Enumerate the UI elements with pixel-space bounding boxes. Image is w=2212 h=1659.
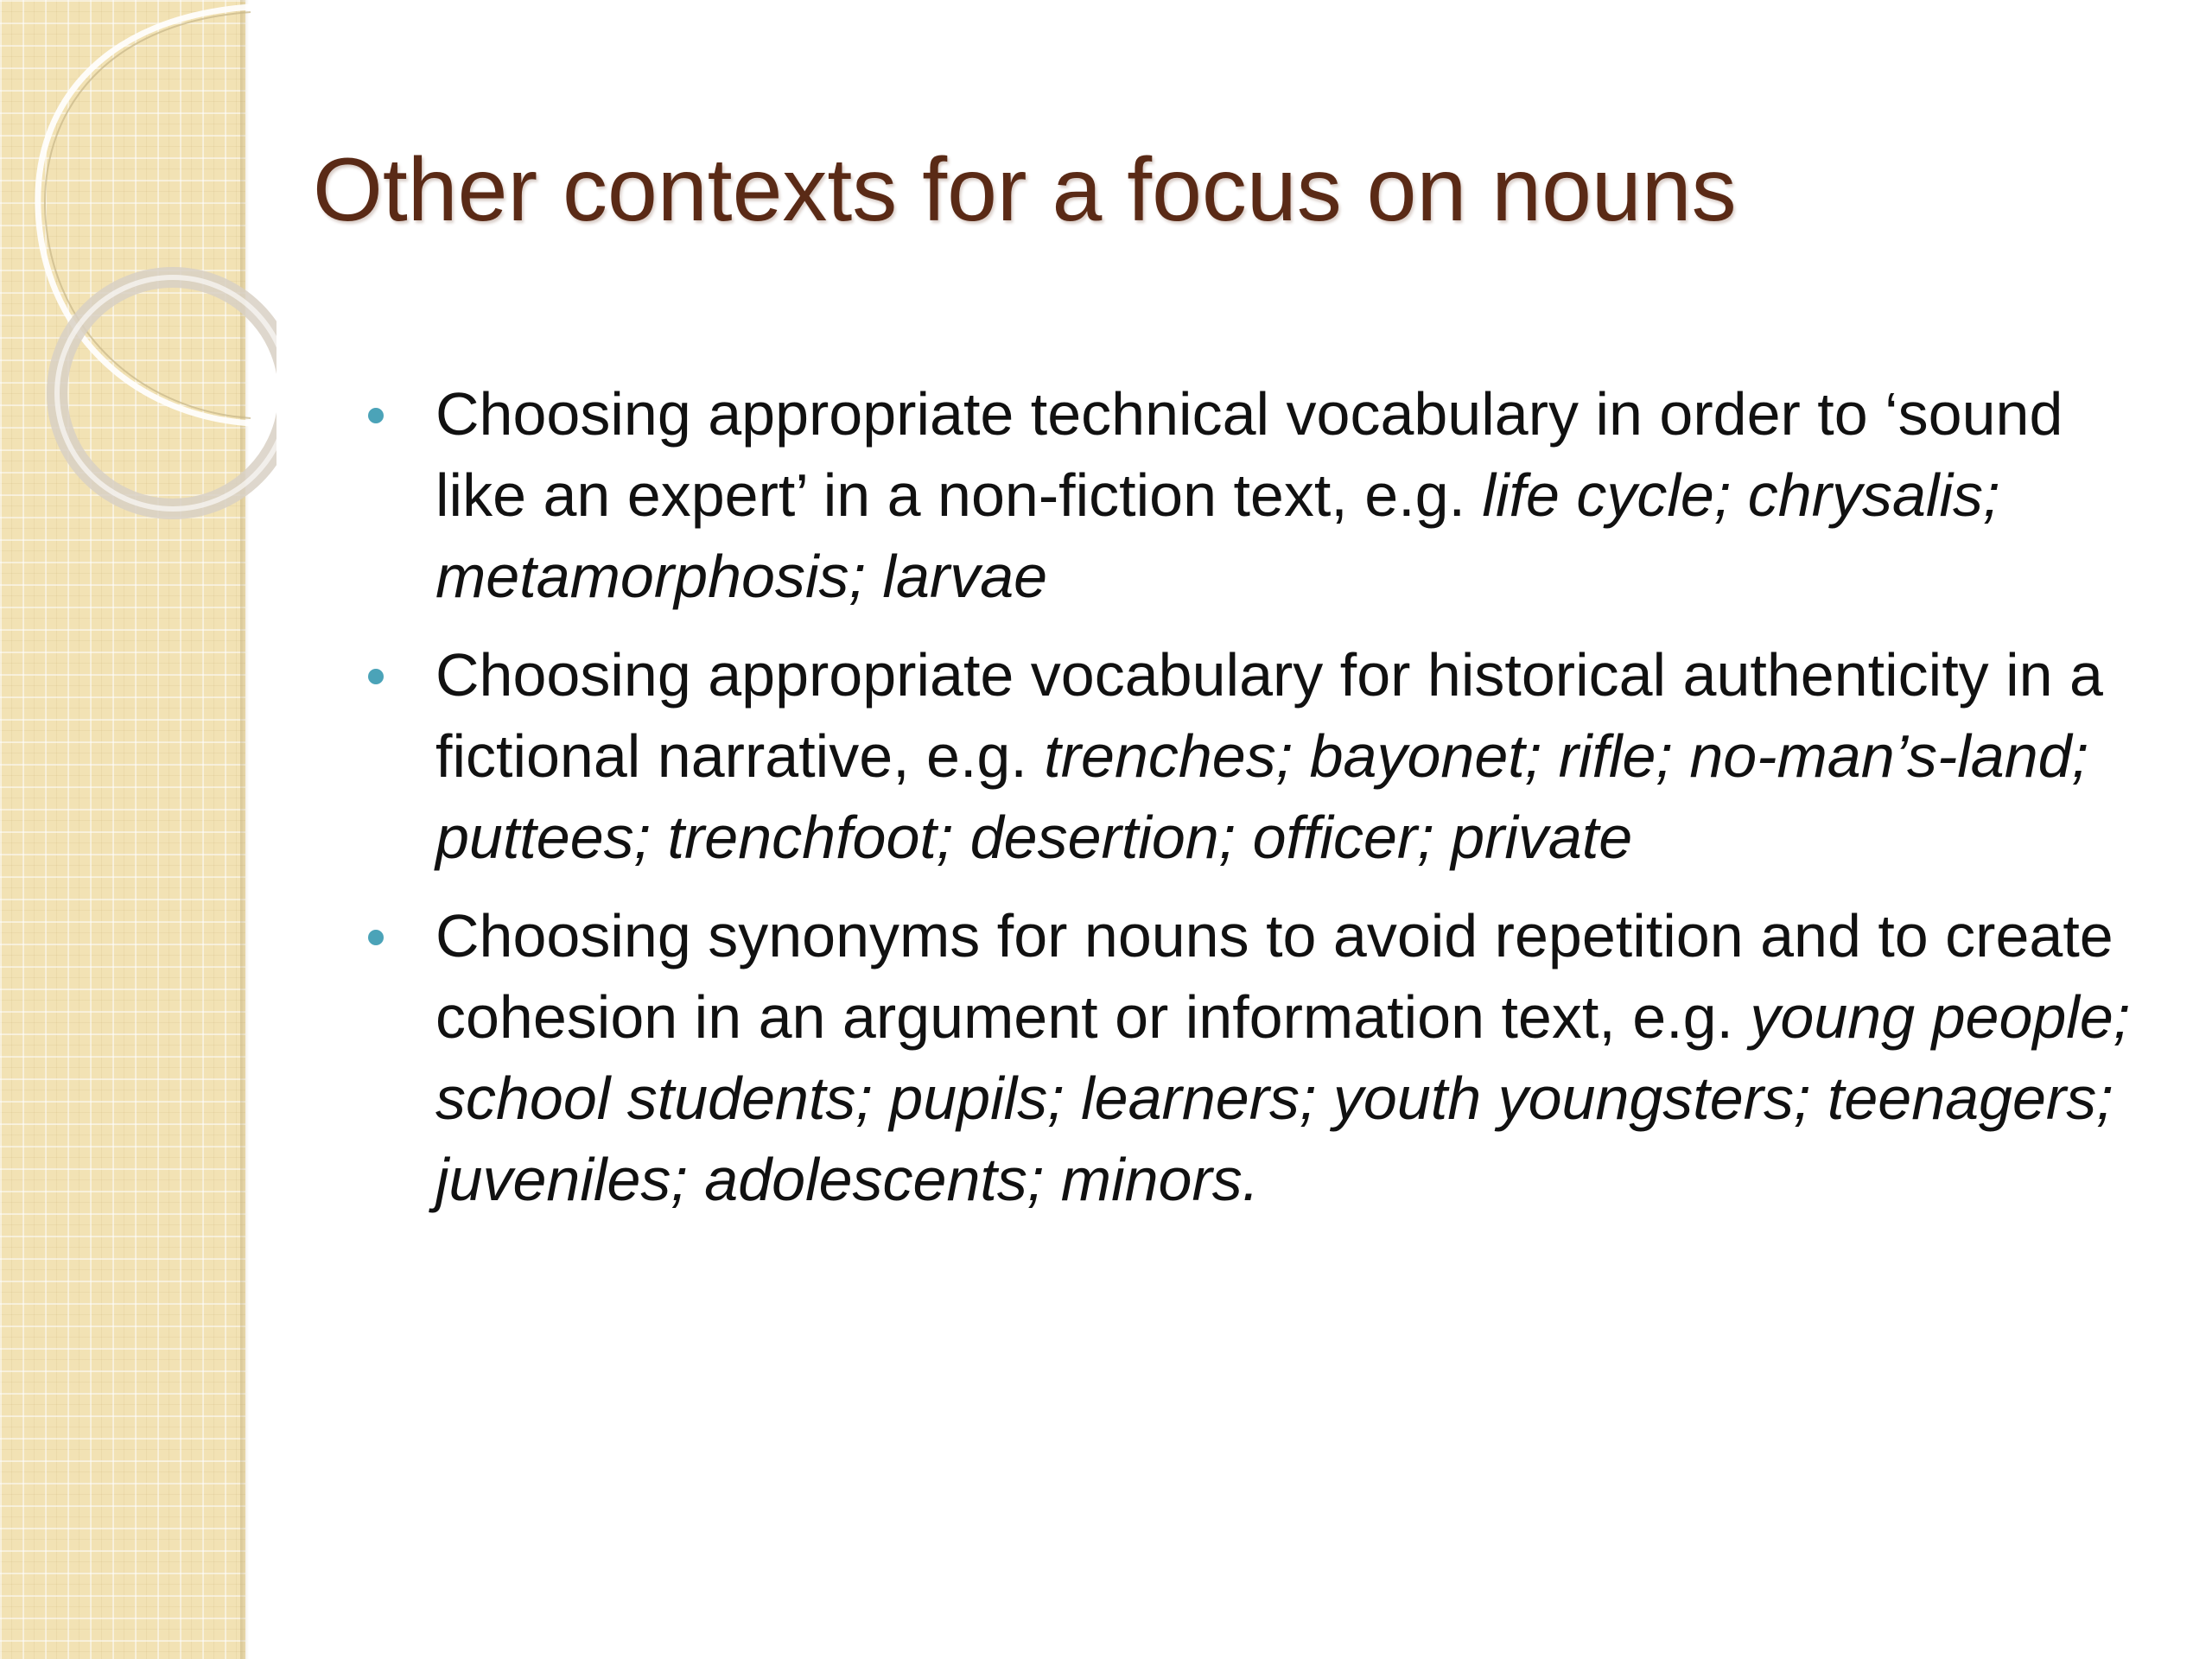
bullet-examples: life cycle; chrysalis; metamorphosis; larvae xyxy=(435,461,2000,610)
bullet-list xyxy=(363,373,2134,1237)
slide-title: Other contexts for a focus on nouns xyxy=(313,140,1737,240)
bullet-body: Choosing appropriate vocabulary for historical authenticity in a fictional narrative, e.g. xyxy=(435,641,2103,790)
bullet-text xyxy=(435,895,2134,1220)
bullet-dot-icon xyxy=(368,669,384,684)
bullet-dot-icon xyxy=(368,930,384,945)
decorative-arc-large-shadow xyxy=(45,12,251,418)
bullet-item-synonyms xyxy=(363,895,2134,1220)
decorative-rings xyxy=(0,0,276,588)
bullet-examples: young people; school students; pupils; learners; youth youngsters; teenagers; juveniles; adolescents; minors. xyxy=(435,983,2131,1213)
bullet-dot-icon xyxy=(368,408,384,423)
bullet-text xyxy=(435,634,2134,878)
bullet-text xyxy=(435,373,2134,617)
bullet-item-historical-vocabulary xyxy=(363,634,2134,878)
bullet-item-technical-vocabulary xyxy=(363,373,2134,617)
bullet-body: Choosing synonyms for nouns to avoid repetition and to create cohesion in an argument or information text, e.g. xyxy=(435,902,2113,1051)
bullet-body: Choosing appropriate technical vocabulary in order to ‘sound like an expert’ in a non-fiction text, e.g. xyxy=(435,380,2063,529)
bullet-examples: trenches; bayonet; rifle; no-man’s-land; puttees; trenchfoot; desertion; officer; private xyxy=(435,722,2089,871)
